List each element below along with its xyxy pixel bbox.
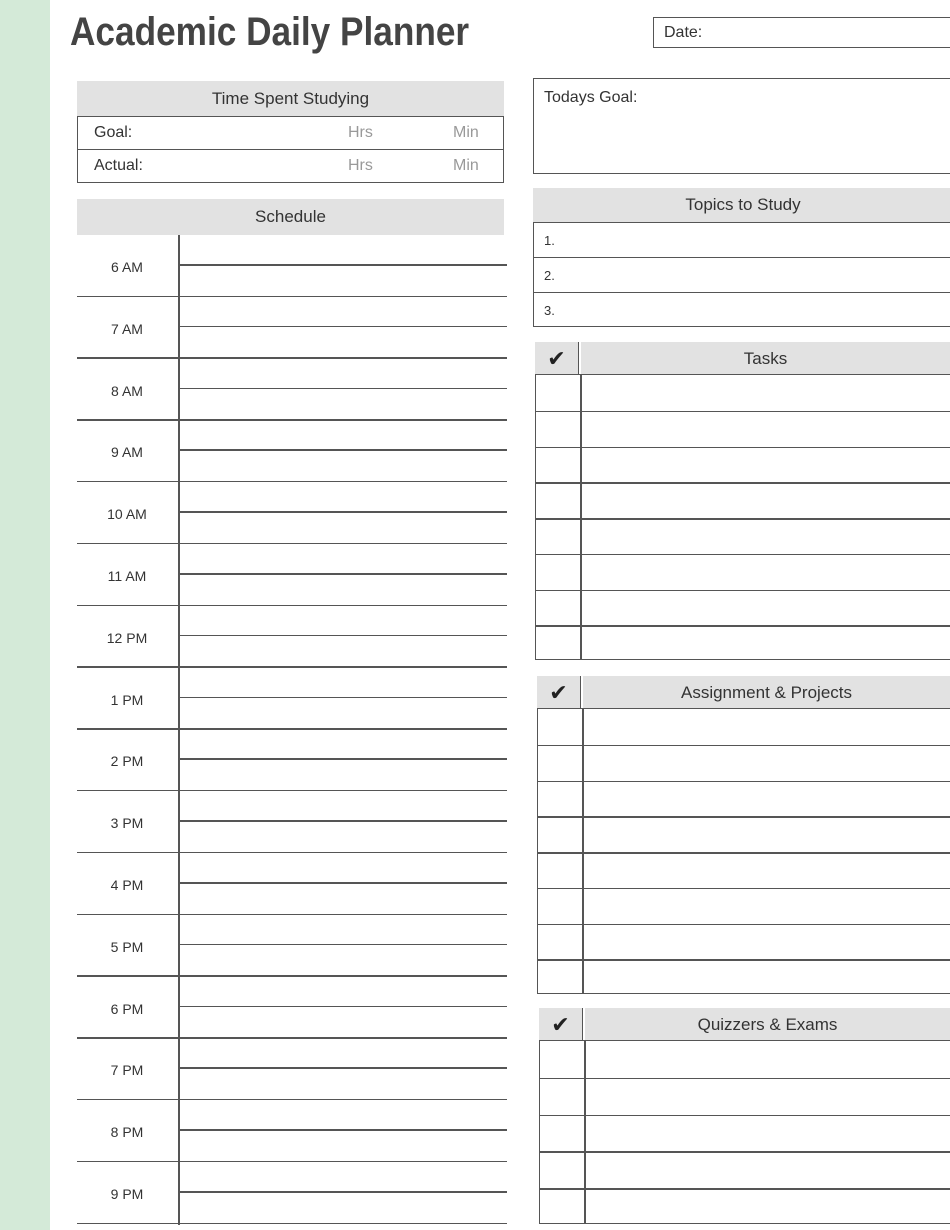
checklist-entry[interactable] bbox=[584, 781, 950, 817]
schedule-half-line bbox=[179, 820, 507, 822]
row-divider bbox=[540, 1188, 950, 1190]
topic-number: 2. bbox=[544, 268, 555, 283]
row-divider bbox=[536, 625, 950, 627]
topics-header: Topics to Study bbox=[533, 188, 950, 222]
schedule-half-line bbox=[179, 326, 507, 328]
schedule-row[interactable] bbox=[77, 297, 507, 359]
schedule-row[interactable] bbox=[77, 915, 507, 977]
checklist-entry[interactable] bbox=[582, 625, 950, 661]
schedule-half-line bbox=[179, 1067, 507, 1069]
row-divider bbox=[540, 1151, 950, 1153]
goal-min-label: Min bbox=[453, 124, 479, 141]
checklist-entry[interactable] bbox=[586, 1188, 950, 1225]
assignments-title: Assignment & Projects bbox=[583, 676, 950, 708]
checklist-entry[interactable] bbox=[584, 816, 950, 852]
schedule-half-line bbox=[179, 944, 507, 946]
schedule-half-line bbox=[179, 697, 507, 699]
checkbox-cell[interactable] bbox=[540, 1151, 584, 1188]
schedule-time-label: 3 PM bbox=[110, 815, 144, 832]
schedule-time-label: 7 PM bbox=[110, 1062, 144, 1079]
schedule-half-line bbox=[179, 1191, 507, 1193]
checkbox-cell[interactable] bbox=[540, 1078, 584, 1115]
todays-goal-label: Todays Goal: bbox=[544, 89, 638, 106]
checkbox-cell[interactable] bbox=[536, 590, 580, 626]
schedule-time-label: 2 PM bbox=[110, 753, 144, 770]
checklist-entry[interactable] bbox=[582, 411, 950, 447]
schedule-half-line bbox=[179, 511, 507, 513]
schedule-row[interactable] bbox=[77, 359, 507, 421]
checkbox-cell[interactable] bbox=[536, 411, 580, 447]
checklist-entry[interactable] bbox=[582, 447, 950, 483]
checkbox-cell[interactable] bbox=[536, 554, 580, 590]
row-divider bbox=[538, 852, 950, 854]
topic-row[interactable] bbox=[534, 223, 950, 258]
checkbox-cell[interactable] bbox=[540, 1041, 584, 1078]
checkbox-cell[interactable] bbox=[538, 888, 582, 924]
goal-label: Goal: bbox=[94, 124, 133, 141]
date-field[interactable] bbox=[653, 17, 950, 48]
schedule-row[interactable] bbox=[77, 544, 507, 606]
row-divider bbox=[538, 745, 950, 747]
checkbox-cell[interactable] bbox=[538, 924, 582, 960]
checkbox-cell[interactable] bbox=[538, 745, 582, 781]
page-title: Academic Daily Planner bbox=[70, 10, 470, 54]
schedule-time-label: 4 PM bbox=[110, 877, 144, 893]
checkbox-cell[interactable] bbox=[540, 1115, 584, 1152]
schedule-row[interactable] bbox=[77, 1162, 507, 1224]
schedule-row[interactable] bbox=[77, 1038, 507, 1100]
schedule-half-line bbox=[179, 1006, 507, 1008]
schedule-row[interactable] bbox=[77, 606, 507, 668]
checklist-entry[interactable] bbox=[584, 888, 950, 924]
schedule-row[interactable] bbox=[77, 420, 507, 482]
schedule-half-line bbox=[179, 758, 507, 760]
checklist-entry[interactable] bbox=[582, 518, 950, 554]
schedule-time-label: 5 PM bbox=[110, 938, 144, 955]
checklist-entry[interactable] bbox=[586, 1151, 950, 1188]
checklist-entry[interactable] bbox=[582, 590, 950, 626]
schedule-time-label: 8 PM bbox=[110, 1124, 144, 1141]
topic-number: 3. bbox=[544, 303, 555, 318]
checkbox-cell[interactable] bbox=[538, 709, 582, 745]
checkbox-cell[interactable] bbox=[536, 518, 580, 554]
schedule-half-line bbox=[179, 264, 507, 266]
schedule-time-label: 9 PM bbox=[110, 1186, 144, 1202]
date-label: Date: bbox=[664, 24, 703, 41]
row-divider bbox=[538, 959, 950, 961]
time-spent-table bbox=[77, 116, 504, 183]
schedule-half-line bbox=[179, 882, 507, 884]
schedule-row[interactable] bbox=[77, 482, 507, 544]
checklist-entry[interactable] bbox=[582, 554, 950, 590]
quizzes-table bbox=[539, 1040, 950, 1224]
checklist-entry[interactable] bbox=[584, 924, 950, 960]
checkbox-cell[interactable] bbox=[540, 1188, 584, 1225]
check-icon: ✔ bbox=[537, 676, 581, 708]
row-divider bbox=[540, 1078, 950, 1080]
schedule-row[interactable] bbox=[77, 235, 507, 297]
actual-hrs-label: Hrs bbox=[348, 157, 373, 174]
goal-row[interactable] bbox=[78, 117, 503, 150]
schedule-time-label: 6 PM bbox=[110, 1000, 144, 1017]
schedule-time-label: 6 AM bbox=[111, 259, 143, 275]
schedule-half-line bbox=[179, 449, 507, 451]
tasks-title: Tasks bbox=[581, 342, 950, 374]
schedule-half-line bbox=[179, 573, 507, 575]
checklist-entry[interactable] bbox=[586, 1041, 950, 1078]
row-divider bbox=[536, 447, 950, 449]
todays-goal-box[interactable] bbox=[533, 78, 950, 174]
checkbox-cell[interactable] bbox=[538, 816, 582, 852]
row-divider bbox=[538, 816, 950, 818]
row-divider bbox=[540, 1115, 950, 1117]
actual-min-label: Min bbox=[453, 157, 479, 174]
schedule-time-label: 12 PM bbox=[106, 629, 148, 646]
goal-hrs-label: Hrs bbox=[348, 124, 373, 141]
assignments-table bbox=[537, 708, 950, 994]
row-divider bbox=[538, 888, 950, 890]
topic-row[interactable] bbox=[534, 258, 950, 293]
checklist-entry[interactable] bbox=[586, 1078, 950, 1115]
checklist-entry[interactable] bbox=[584, 959, 950, 995]
row-divider bbox=[538, 924, 950, 926]
checkbox-cell[interactable] bbox=[538, 781, 582, 817]
checklist-entry[interactable] bbox=[582, 482, 950, 518]
schedule-time-label: 11 AM bbox=[107, 568, 147, 584]
check-icon: ✔ bbox=[535, 342, 579, 374]
row-divider bbox=[536, 482, 950, 484]
quizzes-title: Quizzers & Exams bbox=[585, 1008, 950, 1040]
schedule-hour-line bbox=[77, 1223, 507, 1225]
topic-row[interactable] bbox=[534, 293, 950, 327]
actual-label: Actual: bbox=[94, 157, 143, 174]
checkbox-cell[interactable] bbox=[536, 482, 580, 518]
schedule-time-label: 7 AM bbox=[111, 320, 143, 337]
checklist-entry[interactable] bbox=[586, 1115, 950, 1152]
checklist-entry[interactable] bbox=[582, 375, 950, 411]
left-color-strip bbox=[0, 0, 50, 1230]
schedule-time-label: 1 PM bbox=[110, 691, 144, 708]
row-divider bbox=[536, 590, 950, 592]
tasks-table bbox=[535, 374, 950, 660]
checklist-entry[interactable] bbox=[584, 852, 950, 888]
checkbox-cell[interactable] bbox=[538, 959, 582, 995]
schedule-time-label: 10 AM bbox=[107, 506, 147, 523]
assignments-header bbox=[537, 676, 950, 708]
topic-number: 1. bbox=[544, 233, 555, 248]
checklist-entry[interactable] bbox=[584, 745, 950, 781]
schedule-row[interactable] bbox=[77, 729, 507, 791]
schedule-row[interactable] bbox=[77, 668, 507, 730]
row-divider bbox=[536, 518, 950, 520]
checkbox-cell[interactable] bbox=[536, 375, 580, 411]
schedule-header: Schedule bbox=[77, 199, 504, 235]
tasks-header bbox=[535, 342, 950, 374]
schedule-time-label: 9 AM bbox=[111, 444, 143, 461]
topics-table bbox=[533, 222, 950, 327]
schedule-row[interactable] bbox=[77, 791, 507, 853]
schedule-half-line bbox=[179, 635, 507, 637]
time-spent-header: Time Spent Studying bbox=[77, 81, 504, 116]
schedule-row[interactable] bbox=[77, 853, 507, 915]
check-icon: ✔ bbox=[539, 1008, 583, 1040]
row-divider bbox=[536, 411, 950, 413]
checklist-entry[interactable] bbox=[584, 709, 950, 745]
schedule-row[interactable] bbox=[77, 977, 507, 1039]
schedule-half-line bbox=[179, 388, 507, 390]
schedule-row[interactable] bbox=[77, 1100, 507, 1162]
quizzes-header bbox=[539, 1008, 950, 1040]
schedule-time-label: 8 AM bbox=[111, 382, 143, 399]
row-divider bbox=[538, 781, 950, 783]
checkbox-cell[interactable] bbox=[538, 852, 582, 888]
checkbox-cell[interactable] bbox=[536, 447, 580, 483]
schedule-half-line bbox=[179, 1129, 507, 1131]
row-divider bbox=[536, 554, 950, 556]
actual-row[interactable] bbox=[78, 150, 503, 182]
checkbox-cell[interactable] bbox=[536, 625, 580, 661]
